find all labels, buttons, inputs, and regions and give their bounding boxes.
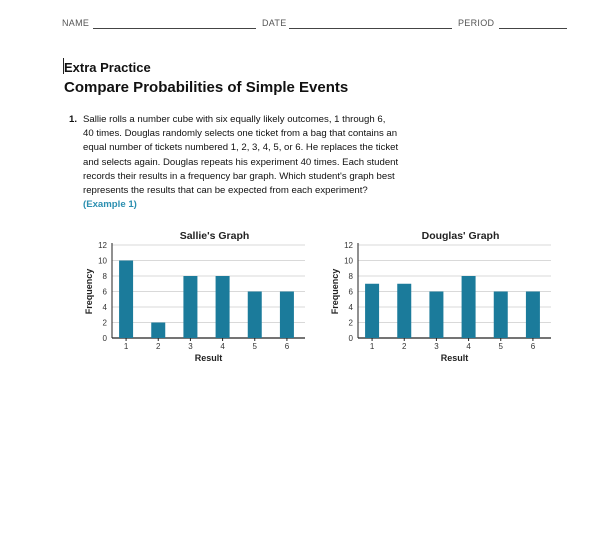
y-tick-label: 4 <box>102 303 107 312</box>
y-tick-label: 10 <box>344 256 353 266</box>
y-tick-label: 8 <box>102 272 107 281</box>
y-tick-label: 8 <box>348 272 353 281</box>
douglas-graph <box>326 228 566 368</box>
problem-line: records their results in a frequency bar graph. Which student's graph best <box>83 170 395 182</box>
y-tick-label: 0 <box>102 334 107 343</box>
x-tick-label: 3 <box>188 342 193 351</box>
name-input-line[interactable] <box>93 28 256 29</box>
period-label: PERIOD <box>458 18 495 28</box>
x-tick-label: 2 <box>402 342 407 351</box>
y-axis-label: Frequency <box>84 268 94 315</box>
douglas-graph-svg <box>326 228 566 368</box>
problem-1 <box>69 113 449 212</box>
y-axis-label: Frequency <box>330 268 340 315</box>
sallie-graph-svg <box>80 228 320 368</box>
x-tick-label: 4 <box>466 342 471 351</box>
bar-2 <box>151 323 165 339</box>
x-axis-label: Result <box>194 353 223 363</box>
x-tick-label: 1 <box>369 342 375 351</box>
period-input-line[interactable] <box>499 28 567 29</box>
y-tick-label: 6 <box>348 287 353 297</box>
x-tick-label: 6 <box>284 342 290 351</box>
problem-line: 40 times. Douglas randomly selects one ticket from a bag that contains an <box>83 128 398 140</box>
x-tick-label: 4 <box>220 342 225 351</box>
bar-3 <box>429 292 443 339</box>
bar-5 <box>248 292 262 339</box>
bar-5 <box>494 292 508 339</box>
x-tick-label: 5 <box>498 342 503 351</box>
problem-line: represents the results that can be expected from each experiment? <box>83 185 368 197</box>
x-tick-label: 1 <box>123 342 129 351</box>
problem-line: and selects again. Douglas repeats his experiment 40 times. Each student <box>83 156 399 168</box>
date-input-line[interactable] <box>289 28 452 29</box>
bar-2 <box>397 284 411 338</box>
y-tick-label: 4 <box>348 303 353 312</box>
y-tick-label: 10 <box>98 256 107 266</box>
problem-line: Sallie rolls a number cube with six equally likely outcomes, 1 through 6, <box>83 114 386 125</box>
bar-4 <box>462 276 476 338</box>
problem-number: 1. <box>69 114 78 125</box>
date-label: DATE <box>262 18 287 28</box>
bar-4 <box>216 276 230 338</box>
y-tick-label: 2 <box>348 318 353 328</box>
x-axis-label: Result <box>440 353 469 363</box>
bar-6 <box>526 292 540 339</box>
x-tick-label: 5 <box>252 342 257 351</box>
x-tick-label: 2 <box>156 342 161 351</box>
example-reference-link[interactable]: (Example 1) <box>83 199 137 211</box>
y-tick-label: 0 <box>348 334 353 343</box>
bar-1 <box>119 261 133 339</box>
problem-line: equal number of tickets numbered 1, 2, 3, 4, 5, or 6. He replaces the ticket <box>83 142 399 154</box>
sallie-graph <box>80 228 320 368</box>
bar-3 <box>183 276 197 338</box>
x-tick-label: 6 <box>530 342 536 351</box>
worksheet-title: Compare Probabilities of Simple Events <box>64 79 349 96</box>
chart-title: Sallie's Graph <box>179 230 250 242</box>
worksheet-subtitle: Extra Practice <box>64 60 151 75</box>
name-label: NAME <box>62 18 90 28</box>
chart-title: Douglas' Graph <box>421 230 500 242</box>
bar-1 <box>365 284 379 338</box>
y-tick-label: 12 <box>344 241 353 250</box>
x-tick-label: 3 <box>434 342 439 351</box>
y-tick-label: 6 <box>102 287 107 297</box>
bar-6 <box>280 292 294 339</box>
y-tick-label: 12 <box>98 241 107 250</box>
y-tick-label: 2 <box>102 318 107 328</box>
